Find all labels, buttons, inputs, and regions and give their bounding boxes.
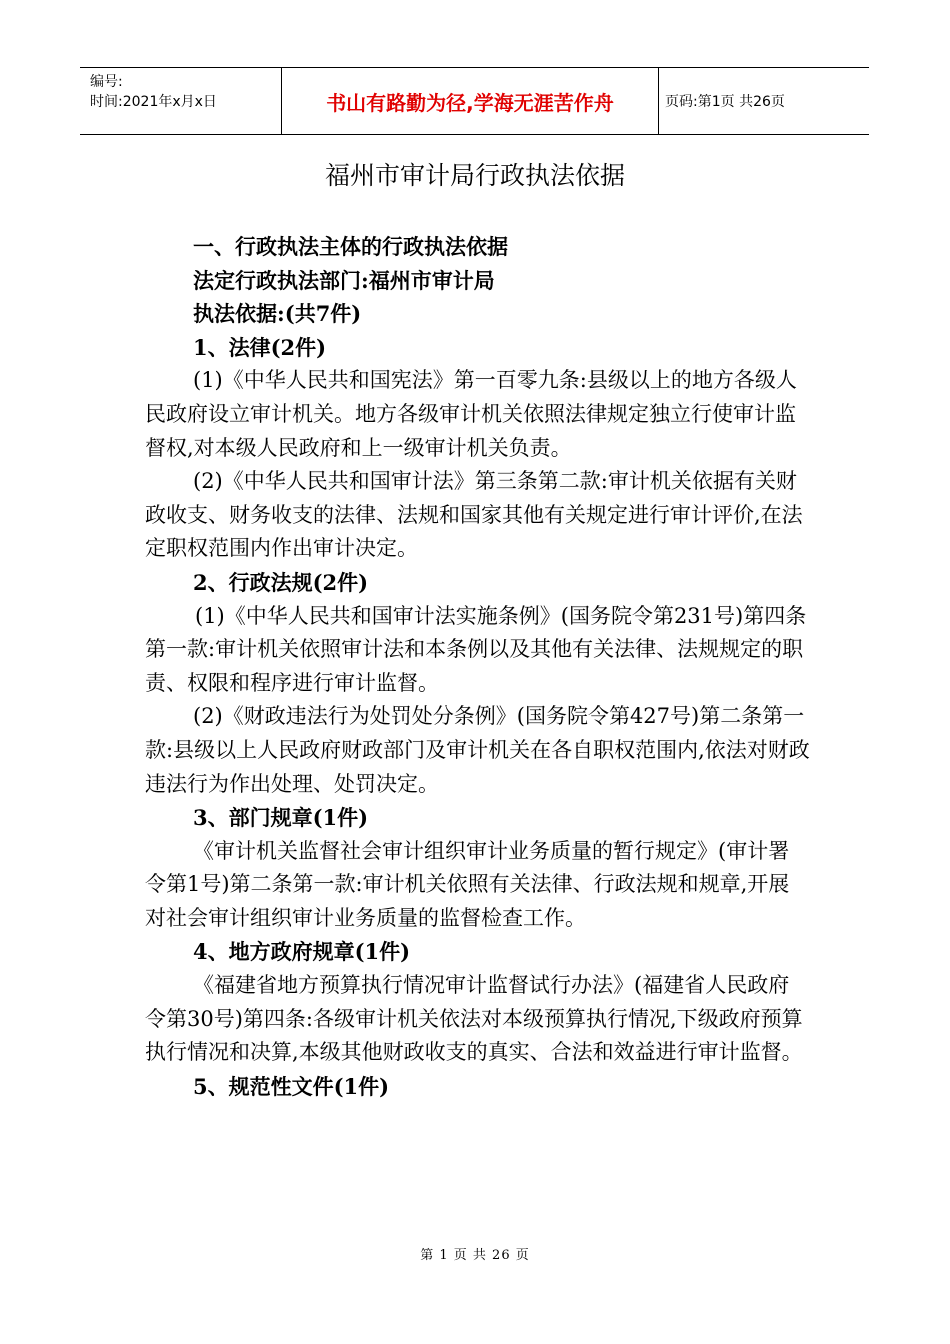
header-motto: 书山有路勤为径,学海无涯苦作舟 — [282, 68, 659, 134]
doc-time-label: 时间:2021年x月x日 — [90, 94, 217, 110]
paragraph-audit-quality: 《审计机关监督社会审计组织审计业务质量的暂行规定》(审计署令第1号)第二条第一款:审计机关依照有关法律、行政法规和规章,开展对社会审计组织审计业务质量的监督检查工作。 — [145, 838, 790, 930]
enforcement-department: 法定行政执法部门:福州市审计局 — [193, 267, 495, 293]
subheading-department-rules: 3、部门规章(1件) — [193, 805, 369, 831]
paragraph-audit-law-rules: (1)《中华人民共和国审计法实施条例》(国务院令第231号)第四条第一款:审计机关依照审计法和本条例以及其他有关法律、法规规定的职责、权限和程序进行审计监督。 — [145, 603, 807, 695]
subheading-laws: 1、法律(2件) — [193, 334, 327, 360]
document-body — [145, 230, 810, 1103]
section-heading: 一、行政执法主体的行政执法依据 — [193, 234, 508, 259]
paragraph-constitution: (1)《中华人民共和国宪法》第一百零九条:县级以上的地方各级人民政府设立审计机关。地方各级审计机关依照法律规定独立行使审计监督权,对本级人民政府和上一级审计机关负责。 — [145, 368, 797, 460]
page-header — [80, 67, 869, 135]
paragraph-audit-law: (2)《中华人民共和国审计法》第三条第二款:审计机关依据有关财政收支、财务收支的法律、法规和国家其他有关规定进行审计评价,在法定职权范围内作出审计决定。 — [145, 469, 803, 561]
doc-code-label: 编号: — [90, 74, 123, 90]
subheading-local-rules: 4、地方政府规章(1件) — [193, 939, 411, 965]
subheading-normative-docs: 5、规范性文件(1件) — [193, 1073, 390, 1099]
paragraph-fujian-budget: 《福建省地方预算执行情况审计监督试行办法》(福建省人民政府令第30号)第四条:各级审计机关依法对本级预算执行情况,下级政府预算执行情况和决算,本级其他财政收支的真实、合法和效益进行审计监督。 — [145, 973, 803, 1065]
document-title: 福州市审计局行政执法依据 — [324, 161, 625, 190]
enforcement-basis-count: 执法依据:(共7件) — [193, 301, 362, 327]
header-meta — [80, 68, 282, 134]
page-footer: 第 1 页 共 26 页 — [420, 1248, 530, 1263]
subheading-regulations: 2、行政法规(2件) — [193, 569, 369, 595]
paragraph-fiscal-penalty: (2)《财政违法行为处罚处分条例》(国务院令第427号)第二条第一款:县级以上人民政府财政部门及审计机关在各自职权范围内,依法对财政违法行为作出处理、处罚决定。 — [145, 704, 810, 796]
header-page-info: 页码:第1页 共26页 — [665, 94, 785, 110]
